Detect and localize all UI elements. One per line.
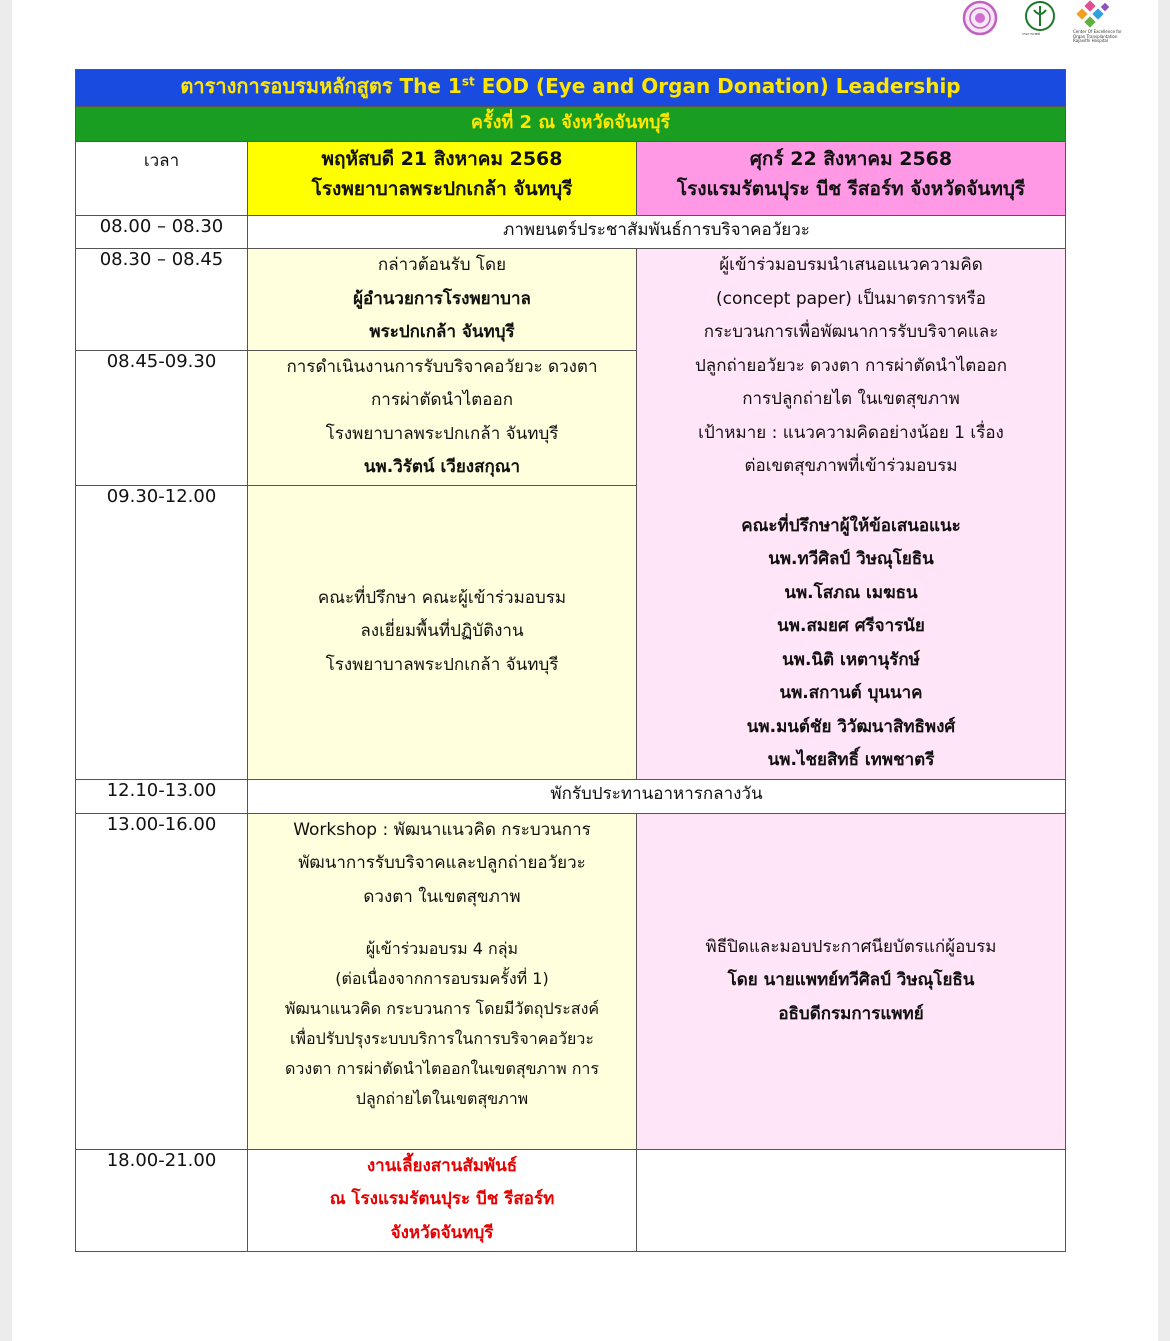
session-line: ดวงตา ในเขตสุขภาพ <box>363 886 521 907</box>
schedule-row <box>76 249 1066 351</box>
advisor-name: นพ.สมยศ ศรีจารนัย <box>777 616 925 636</box>
site-visit-session <box>248 485 637 779</box>
session-line: เป้าหมาย : แนวความคิดอย่างน้อย 1 เรื่อง <box>698 422 1004 443</box>
session-line: การปลูกถ่ายไต ในเขตสุขภาพ <box>742 389 960 409</box>
title-row <box>76 70 1066 107</box>
time-column-header: เวลา <box>76 142 248 216</box>
logo-strip <box>952 0 1142 43</box>
session-line: คณะที่ปรึกษา คณะผู้เข้าร่วมอบรม <box>317 587 567 608</box>
royal-seal-logo <box>962 0 998 36</box>
time-cell: 08.30 – 08.45 <box>76 249 248 351</box>
film-session: ภาพยนตร์ประชาสัมพันธ์การบริจาคอวัยวะ <box>248 216 1066 249</box>
subtitle-prefix: ครั้งที่ 2 <box>470 112 533 133</box>
session-line: ดวงตา การผ่าตัดนำไตออกในเขตสุขภาพ การ <box>285 1059 599 1078</box>
schedule-row <box>76 216 1066 249</box>
time-cell: 08.45-09.30 <box>76 350 248 485</box>
advisor-name: นพ.มนต์ชัย วิวัฒนาสิทธิพงศ์ <box>746 716 956 737</box>
schedule-row <box>76 1149 1066 1251</box>
session-line: ปลูกถ่ายอวัยวะ ดวงตา การผ่าตัดนำไตออก <box>695 355 1008 376</box>
advisors-title: คณะที่ปรึกษาผู้ให้ข้อเสนอแนะ <box>741 515 961 536</box>
center-of-excellence-logo <box>1070 0 1130 42</box>
day2-date: ศุกร์ 22 สิงหาคม 2568 <box>749 148 953 170</box>
session-line: พระปกเกล้า จันทบุรี <box>369 322 515 342</box>
session-line: (concept paper) เป็นมาตรการหรือ <box>716 288 986 309</box>
session-line: ปลูกถ่ายไตในเขตสุขภาพ <box>355 1089 529 1108</box>
schedule-table <box>75 69 1066 1252</box>
closing-ceremony-session <box>637 813 1066 1149</box>
time-cell: 13.00-16.00 <box>76 813 248 1149</box>
day1-venue: โรงพยาบาลพระปกเกล้า จันทบุรี <box>311 178 573 200</box>
empty-cell <box>637 1149 1066 1251</box>
session-line: ผู้เข้าร่วมอบรม 4 กลุ่ม <box>365 939 519 958</box>
title-sup: st <box>461 74 475 89</box>
session-line: ลงเยี่ยมพื้นที่ปฏิบัติงาน <box>360 621 524 642</box>
time-cell: 12.10-13.00 <box>76 779 248 813</box>
session-line: โดย นายแพทย์ทวีศิลป์ วิษณุโยธิน <box>727 970 975 991</box>
day2-header <box>637 142 1066 216</box>
session-line: (ต่อเนื่องจากการอบรมครั้งที่ 1) <box>335 969 549 988</box>
ministry-logo <box>1018 0 1062 38</box>
advisor-name: นพ.นิติ เหตานุรักษ์ <box>782 649 920 670</box>
welcome-session <box>248 249 637 351</box>
advisor-name: นพ.ไชยสิทธิ์ เทพชาตรี <box>767 750 935 770</box>
session-line: การผ่าตัดนำไตออก <box>370 390 514 410</box>
session-line: Workshop : พัฒนาแนวคิด กระบวนการ <box>293 819 591 840</box>
session-line: ผู้อำนวยการโรงพยาบาล <box>353 288 531 309</box>
center-logo-caption: Center Of Excellence for Organ Transplantation Rajavithi Hospital <box>1073 29 1122 43</box>
session-line: จังหวัดจันทบุรี <box>390 1222 494 1243</box>
session-line: ต่อเขตสุขภาพที่เข้าร่วมอบรม <box>744 456 958 476</box>
session-line: อธิบดีกรมการแพทย์ <box>778 1003 924 1024</box>
advisor-name: นพ.โสภณ เมฆธน <box>784 582 918 603</box>
session-line: ณ โรงแรมรัตนปุระ บีช รีสอร์ท <box>329 1189 555 1209</box>
day1-date: พฤหัสบดี 21 สิงหาคม 2568 <box>321 148 563 170</box>
workshop-session <box>248 813 637 1149</box>
advisor-name: นพ.ทวีศิลป์ วิษณุโยธิน <box>768 549 934 569</box>
session-line: กระบวนการเพื่อพัฒนาการรับบริจาคและ <box>703 322 999 342</box>
schedule-row <box>76 813 1066 1149</box>
session-line: พัฒนาการรับบริจาคและปลูกถ่ายอวัยวะ <box>298 853 586 873</box>
lunch-break: พักรับประทานอาหารกลางวัน <box>248 779 1066 813</box>
session-line: เพื่อปรับปรุงระบบบริการในการบริจาคอวัยวะ <box>290 1029 594 1048</box>
subtitle-suffix: ณ จังหวัดจันทบุรี <box>532 112 671 133</box>
session-line: การดำเนินงานการรับบริจาคอวัยวะ ดวงตา <box>286 356 598 377</box>
title-suffix: EOD (Eye and Organ Donation) Leadership <box>474 74 961 98</box>
concept-paper-session <box>637 249 1066 780</box>
course-subtitle <box>76 107 1066 142</box>
session-line: พิธีปิดและมอบประกาศนียบัตรแก่ผู้อบรม <box>705 936 997 957</box>
subtitle-row <box>76 107 1066 142</box>
dinner-session <box>248 1149 637 1251</box>
column-header-row <box>76 142 1066 216</box>
donation-operation-session <box>248 350 637 485</box>
time-cell: 08.00 – 08.30 <box>76 216 248 249</box>
course-title <box>76 70 1066 107</box>
session-line: พัฒนาแนวคิด กระบวนการ โดยมีวัตถุประสงค์ <box>284 999 600 1018</box>
document-page <box>12 0 1158 1341</box>
session-line: โรงพยาบาลพระปกเกล้า จันทบุรี <box>325 423 559 444</box>
advisor-name: นพ.สกานต์ บุนนาค <box>779 683 923 703</box>
session-line: โรงพยาบาลพระปกเกล้า จันทบุรี <box>325 654 559 675</box>
day2-venue: โรงแรมรัตนปุระ บีช รีสอร์ท จังหวัดจันทบุรี <box>676 178 1026 200</box>
session-line: กล่าวต้อนรับ โดย <box>377 255 507 275</box>
schedule-row <box>76 779 1066 813</box>
day1-header <box>248 142 637 216</box>
speaker-name: นพ.วิรัตน์ เวียงสกุณา <box>363 457 521 477</box>
time-cell: 09.30-12.00 <box>76 485 248 779</box>
title-prefix: ตารางการอบรมหลักสูตร The 1 <box>180 74 462 98</box>
session-line: ผู้เข้าร่วมอบรมนำเสนอแนวความคิด <box>719 255 983 275</box>
ministry-logo-caption: กรมการแพทย์ <box>1022 32 1041 36</box>
time-cell: 18.00-21.00 <box>76 1149 248 1251</box>
session-line: งานเลี้ยงสานสัมพันธ์ <box>366 1155 518 1176</box>
